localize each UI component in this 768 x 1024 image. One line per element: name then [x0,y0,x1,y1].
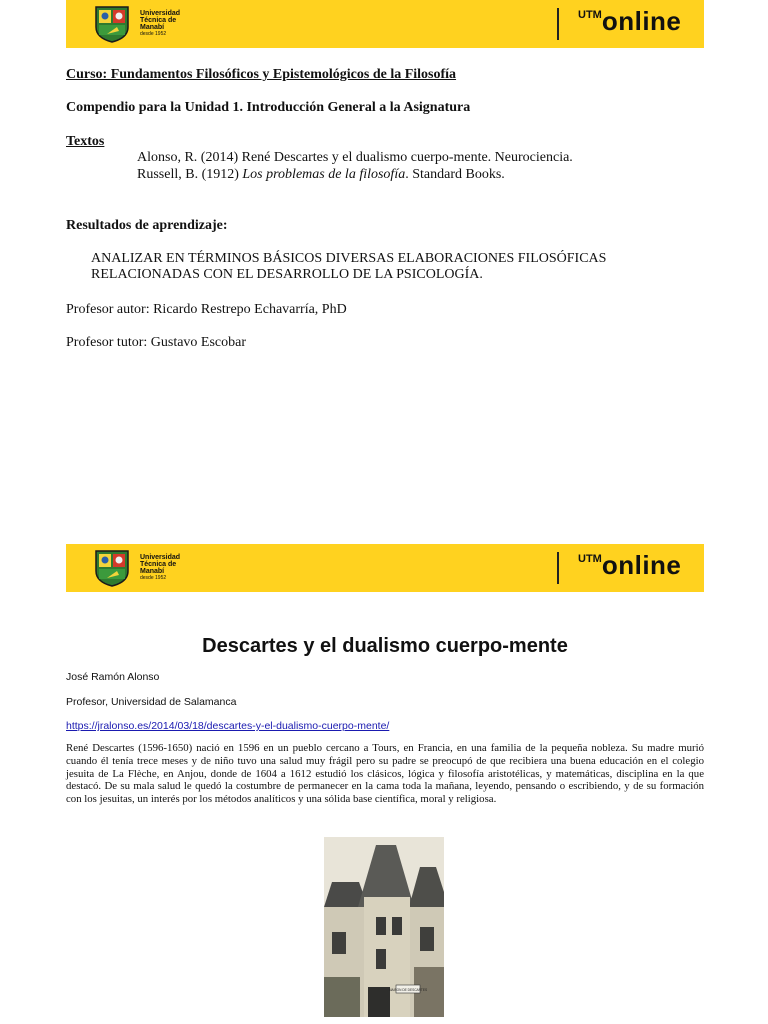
article-author: José Ramón Alonso [66,671,160,683]
article-affiliation: Profesor, Universidad de Salamanca [66,696,237,708]
header-banner [66,0,704,48]
university-crest-icon [94,549,130,587]
outcome-line-2: RELACIONADAS CON EL DESARROLLO DE LA PSICOLOGÍA. [91,267,483,282]
course-title: Curso: Fundamentos Filosóficos y Epistemológicos de la Filosofía [66,67,457,82]
article-paragraph: René Descartes (1596-1650) nació en 1596 en un pueblo cercano a Tours, en Francia, en una familia de la pequeña nobleza. Su madre murió cuando él tenía trece meses y de niño tuvo una salud muy frágil pero su padre se preocupó de que recibiera una buena educación en el colegio jesuita de La Flèche, en Anjou, donde de 1604 a 1612 estudió los clásicos, lógica y filosofía aristotélicas, y matemáticas, disciplina en la que destacó. De su mala salud le quedó la costumbre de permanecer en la cama toda la mañana, leyendo, pensando o escribiendo, y de su formación con los jesuitas, un interés por los métodos analíticos y una sólida base científica, moral y religiosa. [66,742,704,806]
university-name: Universidad Técnica de Manabí desde 1952 [140,554,181,581]
article-banner [66,544,704,592]
texts-heading: Textos [66,134,105,149]
outcome-line-1: ANALIZAR EN TÉRMINOS BÁSICOS DIVERSAS ELABORACIONES FILOSÓFICAS [91,251,607,266]
university-crest-icon [94,5,130,43]
text-reference-1: Alonso, R. (2014) René Descartes y el dualismo cuerpo-mente. Neurociencia. [137,150,573,165]
utm-online-logo: $^{UTM}$online [578,6,682,36]
outcomes-heading: Resultados de aprendizaje: [66,218,228,233]
article-title: Descartes y el dualismo cuerpo-mente [202,635,568,657]
tutor-professor: Profesor tutor: Gustavo Escobar [66,335,247,350]
author-professor: Profesor autor: Ricardo Restrepo Echavarría, PhD [66,302,347,317]
university-name: Universidad Técnica de Manabí desde 1952 [140,10,181,37]
article-link[interactable]: https://jralonso.es/2014/03/18/descartes-y-el-dualismo-cuerpo-mente/ [66,720,390,732]
utm-online-logo: $^{UTM}$online [578,550,682,580]
banner-divider [557,552,559,584]
photo-sign: MAISON DE DESCARTES [388,988,428,992]
descartes-house-photo [324,837,444,1017]
banner-divider [557,8,559,40]
compendium-title: Compendio para la Unidad 1. Introducción General a la Asignatura [66,100,471,115]
text-reference-2: Russell, B. (1912) Los problemas de la filosofía. Standard Books. [137,167,505,182]
